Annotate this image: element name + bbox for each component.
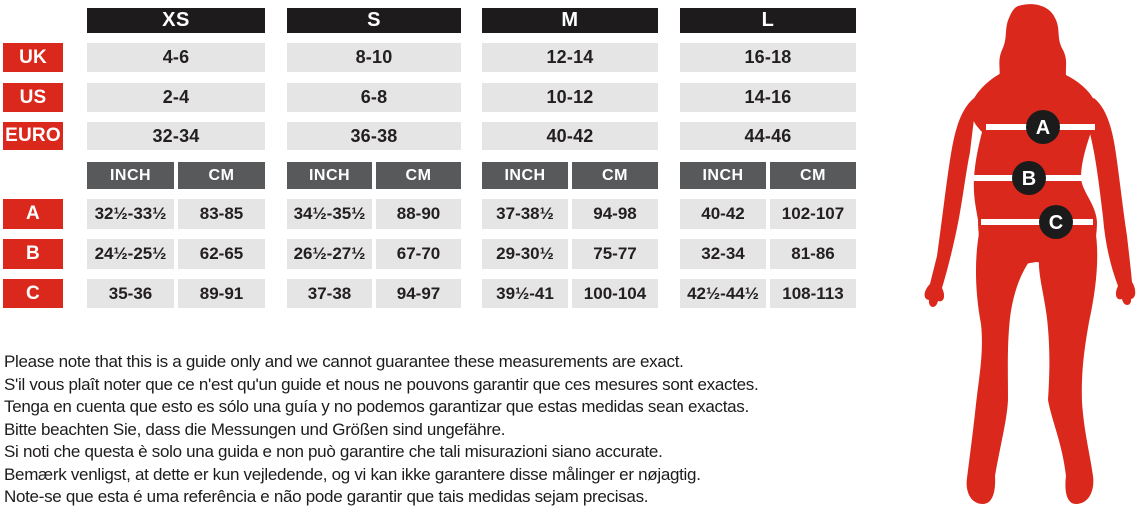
c-l-group <box>680 279 856 308</box>
c-l-inch: 42½-44½ <box>680 279 766 308</box>
us-xs-value: 2-4 <box>87 83 265 112</box>
a-s-inch: 34½-35½ <box>287 199 372 229</box>
disclaimer-block <box>4 351 758 509</box>
unit-header-row <box>0 162 870 189</box>
b-s-group <box>287 239 461 269</box>
table-row-euro <box>0 122 870 150</box>
unit-header-group-s <box>287 162 461 189</box>
row-label-euro: EURO <box>3 122 63 150</box>
a-m-inch: 37-38½ <box>482 199 568 229</box>
b-s-inch: 26½-27½ <box>287 239 372 269</box>
a-m-cm: 94-98 <box>572 199 658 229</box>
size-header-row <box>0 8 870 33</box>
c-m-group <box>482 279 658 308</box>
unit-header-inch-s: INCH <box>287 162 372 189</box>
b-l-cm: 81-86 <box>770 239 856 269</box>
disclaimer-line-fr: S'il vous plaît noter que ce n'est qu'un guide et nous ne pouvons garantir que ces mesures sont exactes. <box>4 374 759 394</box>
b-s-cm: 67-70 <box>376 239 461 269</box>
c-xs-cm: 89-91 <box>178 279 265 308</box>
b-m-inch: 29-30½ <box>482 239 568 269</box>
size-header-l: L <box>680 8 856 33</box>
disclaimer-line-es: Tenga en cuenta que esto es sólo una guía y no podemos garantizar que estas medidas sean exactas. <box>4 397 749 416</box>
table-row-c <box>0 279 870 308</box>
b-m-group <box>482 239 658 269</box>
unit-header-inch-m: INCH <box>482 162 568 189</box>
a-m-group <box>482 199 658 229</box>
a-l-group <box>680 199 856 229</box>
uk-l-value: 16-18 <box>680 43 856 72</box>
female-silhouette-figure <box>904 2 1136 514</box>
row-label-a: A <box>3 199 63 229</box>
b-xs-inch: 24½-25½ <box>87 239 174 269</box>
b-m-cm: 75-77 <box>572 239 658 269</box>
b-l-inch: 32-34 <box>680 239 766 269</box>
b-xs-group <box>87 239 265 269</box>
table-row-a <box>0 199 870 229</box>
c-m-cm: 100-104 <box>572 279 658 308</box>
row-label-b: B <box>3 239 63 269</box>
unit-header-inch-l: INCH <box>680 162 766 189</box>
disclaimer-line-de: Bitte beachten Sie, dass die Messungen und Größen sind ungefähre. <box>4 419 506 439</box>
row-label-uk: UK <box>3 43 63 72</box>
silhouette-right-leg <box>1039 228 1097 504</box>
silhouette-left-leg <box>967 228 1031 504</box>
a-s-cm: 88-90 <box>376 199 461 229</box>
row-label-us: US <box>3 83 63 112</box>
a-xs-inch: 32½-33½ <box>87 199 174 229</box>
c-xs-group <box>87 279 265 308</box>
euro-s-value: 36-38 <box>287 122 461 150</box>
a-l-inch: 40-42 <box>680 199 766 229</box>
us-l-value: 14-16 <box>680 83 856 112</box>
table-row-us <box>0 83 870 112</box>
silhouette-left-arm <box>925 98 976 307</box>
unit-header-group-m <box>482 162 658 189</box>
a-xs-group <box>87 199 265 229</box>
size-header-s: S <box>287 8 461 33</box>
c-s-inch: 37-38 <box>287 279 372 308</box>
disclaimer-line-pt: Note-se que esta é uma referência e não pode garantir que tais medidas sejam precisas. <box>4 487 649 506</box>
unit-header-group-xs <box>87 162 265 189</box>
us-s-value: 6-8 <box>287 83 461 112</box>
a-s-group <box>287 199 461 229</box>
size-header-m: M <box>482 8 658 33</box>
size-header-xs: XS <box>87 8 265 33</box>
a-l-cm: 102-107 <box>770 199 856 229</box>
uk-s-value: 8-10 <box>287 43 461 72</box>
hip-marker-label: C <box>1048 212 1064 234</box>
c-s-cm: 94-97 <box>376 279 461 308</box>
unit-header-cm-xs: CM <box>178 162 265 189</box>
uk-xs-value: 4-6 <box>87 43 265 72</box>
unit-header-cm-l: CM <box>770 162 856 189</box>
c-s-group <box>287 279 461 308</box>
disclaimer-line-en: Please note that this is a guide only and we cannot guarantee these measurements are exact. <box>4 352 684 371</box>
b-l-group <box>680 239 856 269</box>
euro-xs-value: 32-34 <box>87 122 265 150</box>
disclaimer-line-da: Bemærk venligst, at dette er kun vejledende, og vi kan ikke garantere disse målinger er nøjagtig. <box>4 464 701 484</box>
table-row-uk <box>0 43 870 72</box>
c-l-cm: 108-113 <box>770 279 856 308</box>
waist-marker-label: B <box>1021 168 1037 190</box>
us-m-value: 10-12 <box>482 83 658 112</box>
unit-header-inch-xs: INCH <box>87 162 174 189</box>
table-row-b <box>0 239 870 269</box>
unit-header-group-l <box>680 162 856 189</box>
disclaimer-line-it: Si noti che questa è solo una guida e non può garantire che tali misurazioni siano accurate. <box>4 442 663 461</box>
c-xs-inch: 35-36 <box>87 279 174 308</box>
a-xs-cm: 83-85 <box>178 199 265 229</box>
c-m-inch: 39½-41 <box>482 279 568 308</box>
b-xs-cm: 62-65 <box>178 239 265 269</box>
unit-header-cm-m: CM <box>572 162 658 189</box>
bust-marker-label: A <box>1035 117 1051 139</box>
unit-header-cm-s: CM <box>376 162 461 189</box>
euro-m-value: 40-42 <box>482 122 658 150</box>
euro-l-value: 44-46 <box>680 122 856 150</box>
uk-m-value: 12-14 <box>482 43 658 72</box>
row-label-c: C <box>3 279 63 308</box>
